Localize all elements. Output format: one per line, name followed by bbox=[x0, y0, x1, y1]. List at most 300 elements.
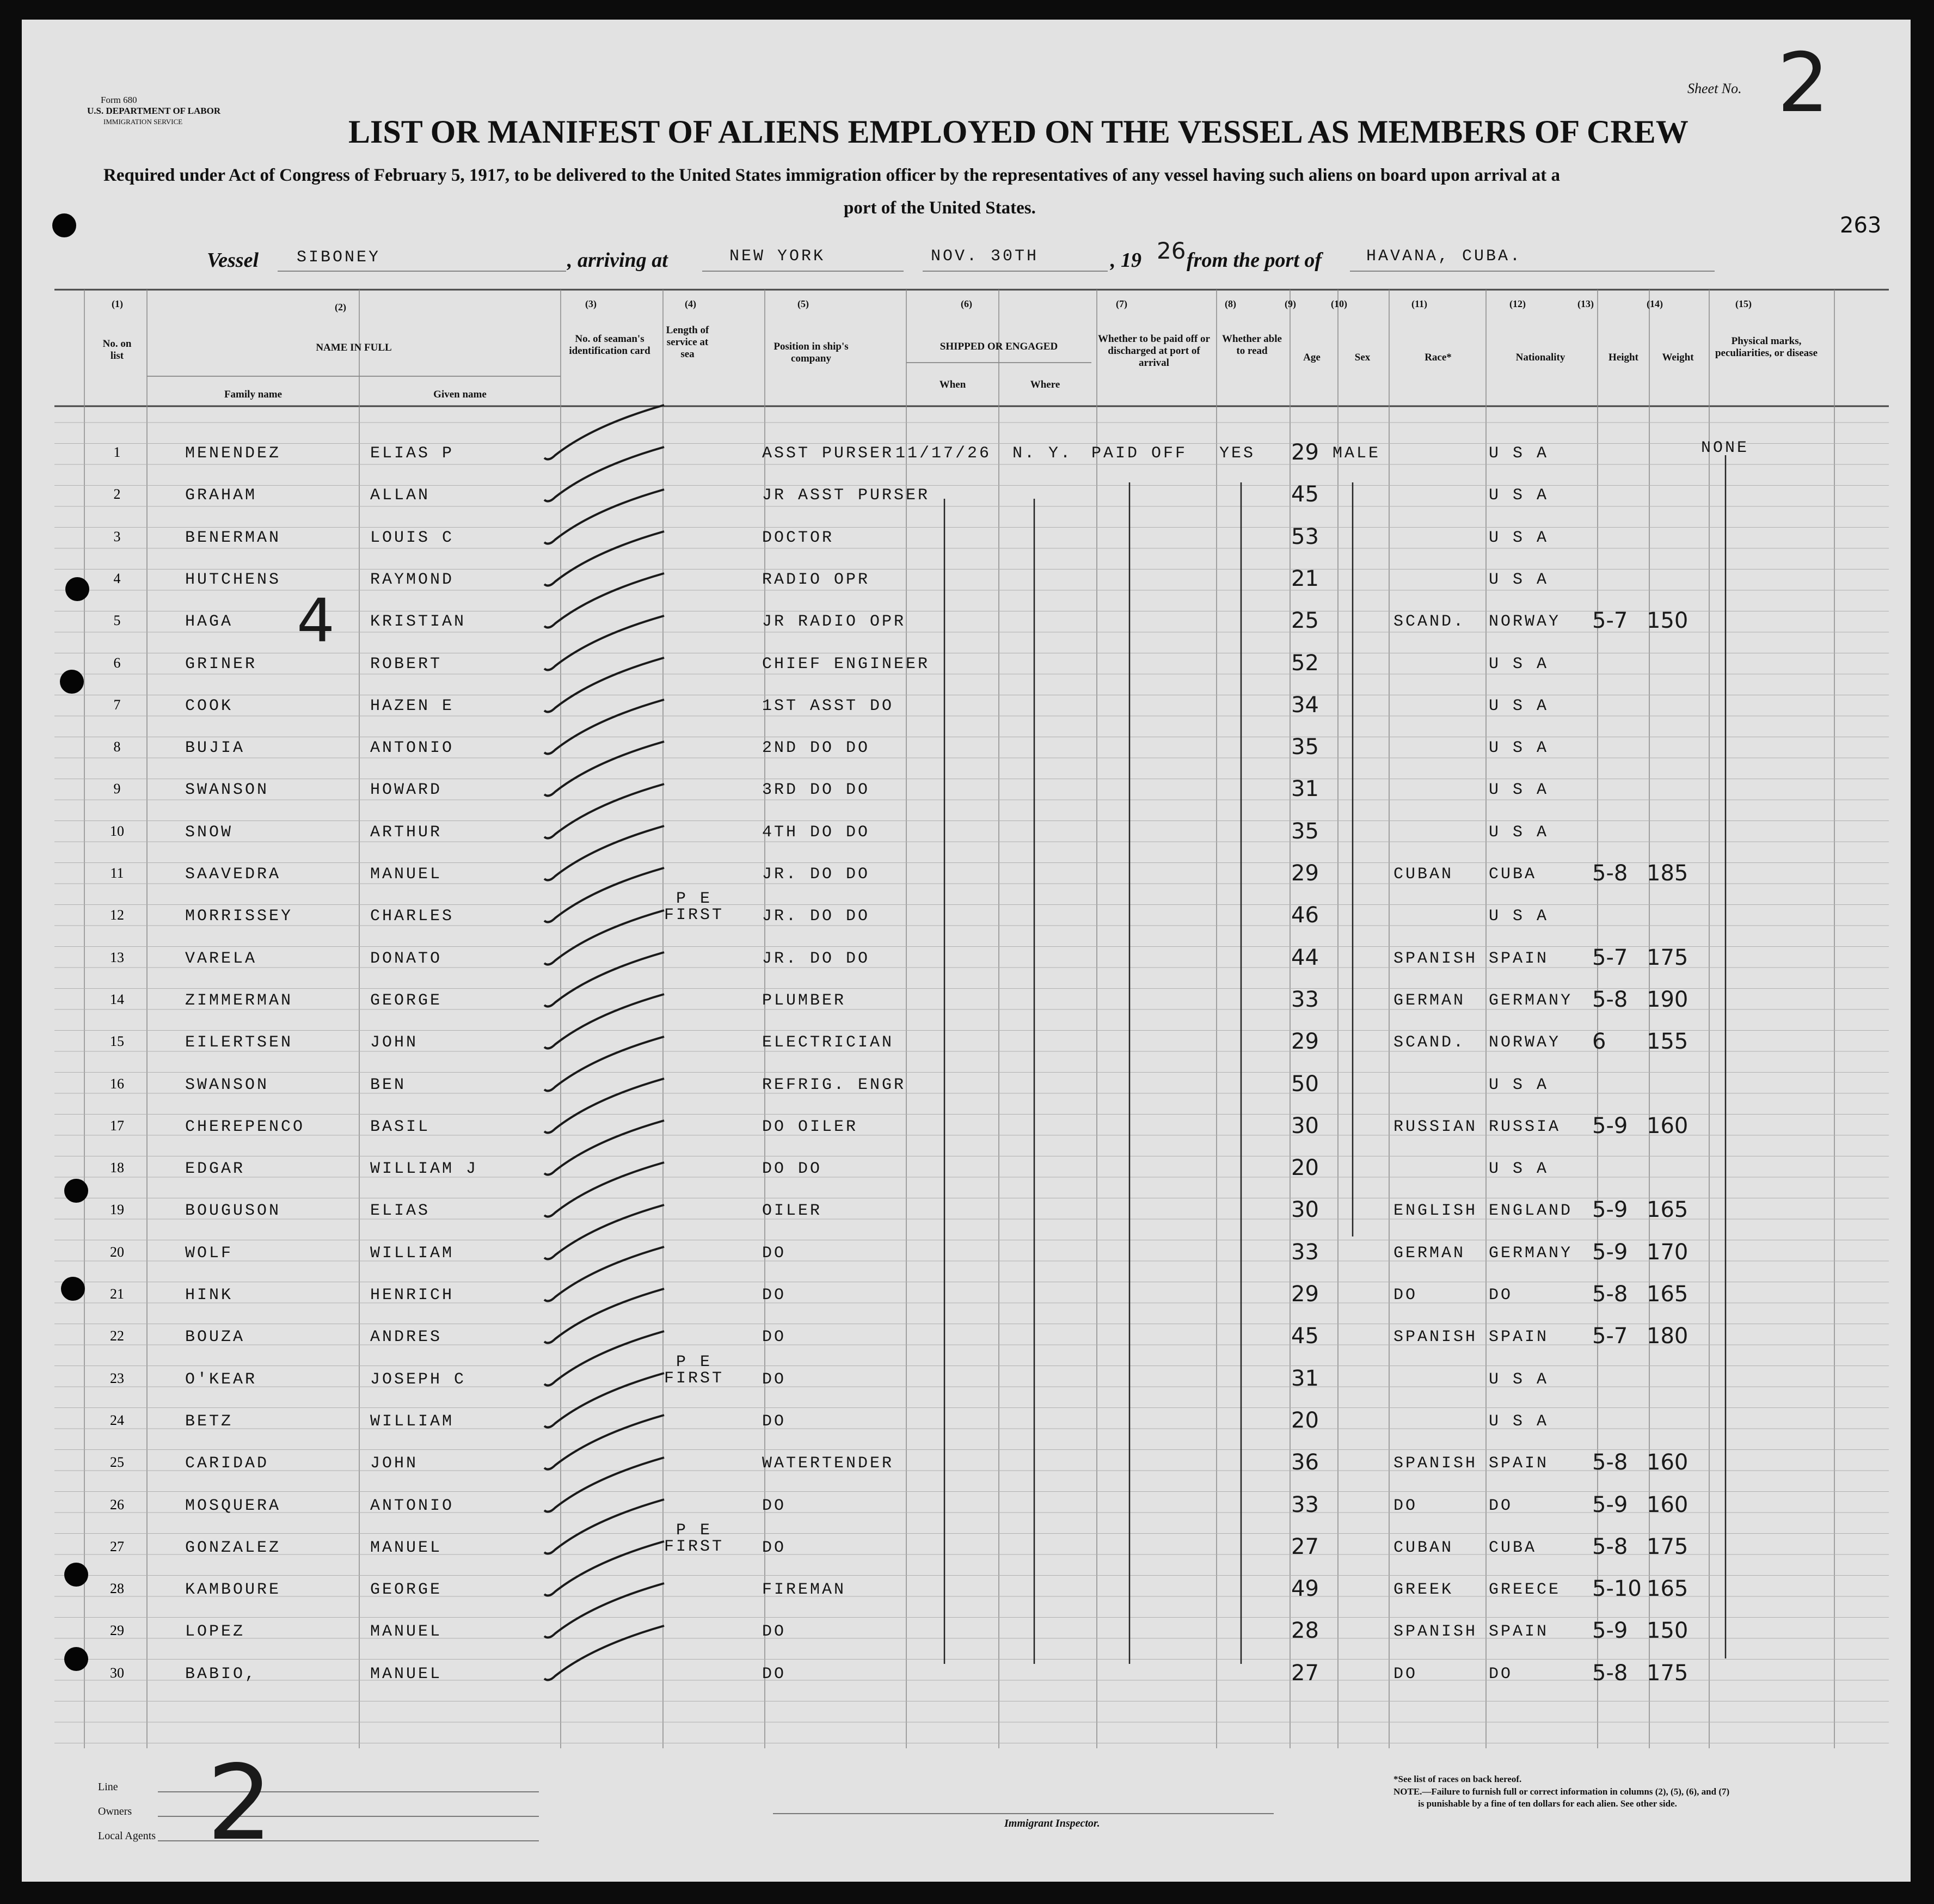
race: SPANISH bbox=[1393, 1623, 1478, 1642]
weight: 175 bbox=[1647, 1660, 1689, 1686]
race: DO bbox=[1393, 1286, 1418, 1305]
row-number: 26 bbox=[110, 1496, 124, 1513]
col-number-2: (2) bbox=[335, 302, 346, 313]
race: SCAND. bbox=[1393, 1033, 1466, 1052]
family-name: EDGAR bbox=[185, 1160, 245, 1179]
age: 52 bbox=[1291, 650, 1319, 676]
given-name: HAZEN E bbox=[370, 696, 455, 715]
nationality: NORWAY bbox=[1489, 613, 1561, 632]
nationality: U S A bbox=[1489, 696, 1549, 715]
row-number: 28 bbox=[110, 1581, 124, 1597]
age: 31 bbox=[1291, 1366, 1319, 1391]
given-name: HENRICH bbox=[370, 1286, 455, 1305]
nationality: U S A bbox=[1489, 739, 1549, 758]
nationality: DO bbox=[1489, 1664, 1513, 1683]
col-number-12: (12) bbox=[1509, 298, 1526, 309]
age: 46 bbox=[1291, 903, 1319, 928]
nationality: SPAIN bbox=[1489, 1623, 1549, 1642]
row-number: 17 bbox=[110, 1117, 124, 1134]
nationality: U S A bbox=[1489, 570, 1549, 589]
row-number: 19 bbox=[110, 1202, 124, 1218]
year-suffix: 26 bbox=[1157, 237, 1186, 264]
race: ENGLISH bbox=[1393, 1202, 1478, 1221]
footer-owners-label: Owners bbox=[98, 1805, 132, 1817]
height: 5-9 bbox=[1592, 1492, 1628, 1517]
given-name: KRISTIAN bbox=[370, 613, 466, 632]
age: 20 bbox=[1291, 1407, 1319, 1433]
position-in-company: ASST PURSER bbox=[762, 444, 894, 463]
age: 20 bbox=[1291, 1155, 1319, 1181]
family-name: SAAVEDRA bbox=[185, 865, 281, 884]
position-in-company: DO bbox=[762, 1496, 787, 1515]
position-in-company: 2ND DO DO bbox=[762, 739, 870, 758]
family-name: HUTCHENS bbox=[185, 570, 281, 589]
position-in-company: OILER bbox=[762, 1202, 822, 1221]
row-number: 24 bbox=[110, 1412, 124, 1428]
age: 33 bbox=[1291, 1492, 1319, 1517]
col-number-13: (13) bbox=[1577, 298, 1594, 309]
length-of-service: P E FIRST bbox=[664, 1352, 724, 1388]
family-name: BENERMAN bbox=[185, 528, 281, 547]
given-name: MANUEL bbox=[370, 1623, 443, 1642]
age: 33 bbox=[1291, 1239, 1319, 1265]
col-number-14: (14) bbox=[1647, 298, 1663, 309]
sheet-label: Sheet No. bbox=[1687, 81, 1742, 96]
nationality: U S A bbox=[1489, 444, 1549, 463]
position-in-company: DO bbox=[762, 1370, 787, 1389]
position-in-company: REFRIG. ENGR bbox=[762, 1075, 906, 1094]
family-name: MORRISSEY bbox=[185, 907, 293, 926]
height: 6 bbox=[1592, 1029, 1606, 1055]
family-name: GONZALEZ bbox=[185, 1538, 281, 1557]
position-in-company: DO bbox=[762, 1244, 787, 1263]
nationality: RUSSIA bbox=[1489, 1117, 1561, 1136]
family-name: MENENDEZ bbox=[185, 444, 281, 463]
header-position: Position in ship's company bbox=[773, 341, 849, 364]
height: 5-8 bbox=[1592, 1282, 1628, 1307]
row-number: 11 bbox=[110, 865, 124, 881]
row-number: 7 bbox=[113, 696, 121, 713]
position-in-company: DO OILER bbox=[762, 1117, 858, 1136]
header-name-in-full: NAME IN FULL bbox=[316, 342, 392, 353]
nationality: U S A bbox=[1489, 1412, 1549, 1431]
subtitle-line-1: Required under Act of Congress of February 5, 1917, to be delivered to the United States immigration officer by the representatives of any vessel having such aliens on board upon arrival at a bbox=[103, 166, 1560, 185]
nationality: GREECE bbox=[1489, 1581, 1561, 1600]
col-number-4: (4) bbox=[685, 298, 696, 309]
given-name: JOSEPH C bbox=[370, 1370, 466, 1389]
department: U.S. DEPARTMENT OF LABOR bbox=[87, 106, 221, 116]
age: 36 bbox=[1291, 1450, 1319, 1476]
row-number: 16 bbox=[110, 1075, 124, 1092]
given-name: CHARLES bbox=[370, 907, 455, 926]
given-name: ARTHUR bbox=[370, 823, 443, 842]
family-name: SWANSON bbox=[185, 1075, 269, 1094]
age: 27 bbox=[1291, 1660, 1319, 1686]
given-name: HOWARD bbox=[370, 781, 443, 800]
weight: 165 bbox=[1647, 1576, 1689, 1602]
height: 5-9 bbox=[1592, 1618, 1628, 1644]
nationality: U S A bbox=[1489, 907, 1549, 926]
weight: 190 bbox=[1647, 987, 1689, 1012]
nationality: SPAIN bbox=[1489, 949, 1549, 968]
given-name: ELIAS bbox=[370, 1202, 431, 1221]
col-number-8: (8) bbox=[1225, 298, 1236, 309]
nationality: U S A bbox=[1489, 528, 1549, 547]
height: 5-8 bbox=[1592, 861, 1628, 886]
col-number-5: (5) bbox=[797, 298, 809, 309]
family-name: CARIDAD bbox=[185, 1454, 269, 1473]
weight: 150 bbox=[1647, 1618, 1689, 1644]
position-in-company: DO bbox=[762, 1412, 787, 1431]
row-number: 12 bbox=[110, 907, 124, 923]
age: 35 bbox=[1291, 734, 1319, 760]
weight: 175 bbox=[1647, 945, 1689, 970]
row-number: 4 bbox=[113, 570, 121, 586]
family-name: ZIMMERMAN bbox=[185, 991, 293, 1010]
position-in-company: DO bbox=[762, 1623, 787, 1642]
weight: 180 bbox=[1647, 1324, 1689, 1349]
weight: 150 bbox=[1647, 608, 1689, 634]
col-number-10: (10) bbox=[1331, 298, 1347, 309]
given-name: RAYMOND bbox=[370, 570, 455, 589]
given-name: ALLAN bbox=[370, 486, 431, 505]
nationality: SPAIN bbox=[1489, 1328, 1549, 1347]
header-length-service: Length of service at sea bbox=[666, 325, 709, 360]
row-number: 1 bbox=[113, 444, 121, 460]
header-age: Age bbox=[1303, 352, 1321, 363]
arrival-date: NOV. 30TH bbox=[931, 247, 1039, 266]
row-number: 3 bbox=[113, 528, 121, 544]
check-mark-icon bbox=[533, 1621, 675, 1687]
position-in-company: DO bbox=[762, 1286, 787, 1305]
col-number-15: (15) bbox=[1735, 298, 1752, 309]
inspector-label: Immigrant Inspector. bbox=[1004, 1817, 1100, 1829]
age: 30 bbox=[1291, 1197, 1319, 1223]
family-name: BETZ bbox=[185, 1412, 234, 1431]
family-name: VARELA bbox=[185, 949, 257, 968]
nationality: U S A bbox=[1489, 486, 1549, 505]
row-number: 21 bbox=[110, 1286, 124, 1302]
note-penalty-2: is punishable by a fine of ten dollars for each alien. See other side. bbox=[1418, 1798, 1677, 1809]
form-number: Form 680 bbox=[101, 95, 137, 105]
position-in-company: 1ST ASST DO bbox=[762, 696, 894, 715]
given-name: ANDRES bbox=[370, 1328, 443, 1347]
position-in-company: JR RADIO OPR bbox=[762, 613, 906, 632]
given-name: WILLIAM J bbox=[370, 1160, 478, 1179]
age: 31 bbox=[1291, 776, 1319, 802]
family-name: BOUGUSON bbox=[185, 1202, 281, 1221]
race: RUSSIAN bbox=[1393, 1117, 1478, 1136]
nationality: U S A bbox=[1489, 823, 1549, 842]
header-weight: Weight bbox=[1662, 352, 1694, 363]
race: GERMAN bbox=[1393, 991, 1466, 1010]
row-number: 18 bbox=[110, 1160, 124, 1176]
family-name: HINK bbox=[185, 1286, 234, 1305]
weight: 155 bbox=[1647, 1029, 1689, 1055]
height: 5-8 bbox=[1592, 1534, 1628, 1559]
weight: 160 bbox=[1647, 1492, 1689, 1517]
stamp-number: 263 bbox=[1840, 213, 1882, 238]
family-name: BUJIA bbox=[185, 739, 245, 758]
race: CUBAN bbox=[1393, 1538, 1454, 1557]
handwritten-four: 4 bbox=[297, 586, 335, 656]
shipped-when: 11/17/26 bbox=[895, 444, 992, 463]
position-in-company: DOCTOR bbox=[762, 528, 834, 547]
nationality: CUBA bbox=[1489, 865, 1537, 884]
family-name: GRINER bbox=[185, 654, 257, 674]
height: 5-7 bbox=[1592, 945, 1628, 970]
departure-port: HAVANA, CUBA. bbox=[1366, 247, 1522, 266]
header-family-name: Family name bbox=[224, 389, 283, 400]
position-in-company: DO bbox=[762, 1538, 787, 1557]
nationality: U S A bbox=[1489, 1370, 1549, 1389]
arriving-label: , arriving at bbox=[567, 249, 668, 272]
row-number: 25 bbox=[110, 1454, 124, 1471]
family-name: BABIO, bbox=[185, 1664, 257, 1683]
position-in-company: DO bbox=[762, 1328, 787, 1347]
from-label: from the port of bbox=[1187, 249, 1322, 272]
given-name: ELIAS P bbox=[370, 444, 455, 463]
row-number: 23 bbox=[110, 1370, 124, 1386]
header-able-read: Whether able to read bbox=[1222, 333, 1282, 357]
given-name: WILLIAM bbox=[370, 1244, 455, 1263]
position-in-company: 3RD DO DO bbox=[762, 781, 870, 800]
age: 45 bbox=[1291, 482, 1319, 507]
position-in-company: WATERTENDER bbox=[762, 1454, 894, 1473]
row-number: 22 bbox=[110, 1328, 124, 1344]
height: 5-8 bbox=[1592, 1660, 1628, 1686]
position-in-company: PLUMBER bbox=[762, 991, 846, 1010]
sex: MALE bbox=[1333, 444, 1381, 463]
height: 5-8 bbox=[1592, 987, 1628, 1012]
punch-hole bbox=[64, 1563, 88, 1587]
arrival-port: NEW YORK bbox=[729, 247, 826, 266]
col-number-9: (9) bbox=[1285, 298, 1296, 309]
vessel-label: Vessel bbox=[207, 249, 259, 272]
length-of-service: P E FIRST bbox=[664, 890, 724, 925]
family-name: WOLF bbox=[185, 1244, 234, 1263]
age: 53 bbox=[1291, 524, 1319, 549]
nationality: GERMANY bbox=[1489, 991, 1573, 1010]
position-in-company: RADIO OPR bbox=[762, 570, 870, 589]
age: 29 bbox=[1291, 1282, 1319, 1307]
age: 30 bbox=[1291, 1113, 1319, 1138]
family-name: O'KEAR bbox=[185, 1370, 257, 1389]
row-number: 30 bbox=[110, 1664, 124, 1681]
given-name: DONATO bbox=[370, 949, 443, 968]
position-in-company: DO DO bbox=[762, 1160, 822, 1179]
shipped-where: N. Y. bbox=[1012, 444, 1073, 463]
position-in-company: DO bbox=[762, 1664, 787, 1683]
height: 5-8 bbox=[1592, 1450, 1628, 1476]
race: SPANISH bbox=[1393, 1454, 1478, 1473]
col-number-11: (11) bbox=[1411, 298, 1427, 309]
age: 49 bbox=[1291, 1576, 1319, 1602]
given-name: LOUIS C bbox=[370, 528, 455, 547]
year-prefix: , 19 bbox=[1110, 249, 1141, 272]
header-no-on-list: No. on list bbox=[102, 338, 132, 362]
position-in-company: JR ASST PURSER bbox=[762, 486, 930, 505]
header-id-card: No. of seaman's identification card bbox=[569, 333, 650, 357]
punch-hole bbox=[64, 1179, 88, 1203]
family-name: SNOW bbox=[185, 823, 234, 842]
given-name: ANTONIO bbox=[370, 739, 455, 758]
punch-hole bbox=[52, 213, 76, 237]
header-paid-off: Whether to be paid off or discharged at port of arrival bbox=[1098, 333, 1210, 369]
nationality: DO bbox=[1489, 1286, 1513, 1305]
family-name: GRAHAM bbox=[185, 486, 257, 505]
height: 5-7 bbox=[1592, 1324, 1628, 1349]
position-in-company: ELECTRICIAN bbox=[762, 1033, 894, 1052]
note-penalty-1: NOTE.—Failure to furnish full or correct information in columns (2), (5), (6), and (7) bbox=[1393, 1786, 1730, 1797]
family-name: SWANSON bbox=[185, 781, 269, 800]
age: 25 bbox=[1291, 608, 1319, 634]
position-in-company: JR. DO DO bbox=[762, 949, 870, 968]
length-of-service: P E FIRST bbox=[664, 1521, 724, 1556]
row-number: 5 bbox=[113, 613, 121, 629]
header-given-name: Given name bbox=[433, 389, 487, 400]
able-to-read: YES bbox=[1219, 444, 1256, 463]
weight: 160 bbox=[1647, 1113, 1689, 1138]
manifest-sheet bbox=[22, 20, 1911, 1882]
age: 44 bbox=[1291, 945, 1319, 970]
row-number: 27 bbox=[110, 1538, 124, 1554]
header-when: When bbox=[939, 379, 966, 390]
position-in-company: FIREMAN bbox=[762, 1581, 846, 1600]
family-name: BOUZA bbox=[185, 1328, 245, 1347]
nationality: CUBA bbox=[1489, 1538, 1537, 1557]
family-name: KAMBOURE bbox=[185, 1581, 281, 1600]
nationality: ENGLAND bbox=[1489, 1202, 1573, 1221]
position-in-company: 4TH DO DO bbox=[762, 823, 870, 842]
height: 5-10 bbox=[1592, 1576, 1642, 1602]
header-nationality: Nationality bbox=[1515, 352, 1565, 363]
given-name: BEN bbox=[370, 1075, 407, 1094]
age: 29 bbox=[1291, 861, 1319, 886]
vessel-name: SIBONEY bbox=[297, 248, 381, 267]
given-name: GEORGE bbox=[370, 991, 443, 1010]
punch-hole bbox=[65, 577, 89, 601]
punch-hole bbox=[61, 1277, 85, 1301]
nationality: U S A bbox=[1489, 654, 1549, 674]
row-number: 2 bbox=[113, 486, 121, 503]
height: 5-9 bbox=[1592, 1113, 1628, 1138]
family-name: HAGA bbox=[185, 613, 234, 632]
family-name: COOK bbox=[185, 696, 234, 715]
nationality: SPAIN bbox=[1489, 1454, 1549, 1473]
age: 45 bbox=[1291, 1324, 1319, 1349]
age: 29 bbox=[1291, 1029, 1319, 1055]
weight: 160 bbox=[1647, 1450, 1689, 1476]
position-in-company: JR. DO DO bbox=[762, 865, 870, 884]
footer-agents-label: Local Agents bbox=[98, 1830, 156, 1842]
col-number-1: (1) bbox=[112, 298, 123, 309]
age: 27 bbox=[1291, 1534, 1319, 1559]
height: 5-7 bbox=[1592, 608, 1628, 634]
row-number: 13 bbox=[110, 949, 124, 965]
family-name: CHEREPENCO bbox=[185, 1117, 305, 1136]
position-in-company: JR. DO DO bbox=[762, 907, 870, 926]
footer-handwritten-number: 2 bbox=[207, 1743, 273, 1863]
sheet-number: 2 bbox=[1777, 36, 1829, 131]
given-name: GEORGE bbox=[370, 1581, 443, 1600]
given-name: JOHN bbox=[370, 1033, 419, 1052]
header-physical-marks: Physical marks, peculiarities, or disease bbox=[1715, 335, 1818, 359]
nationality: U S A bbox=[1489, 1075, 1549, 1094]
family-name: EILERTSEN bbox=[185, 1033, 293, 1052]
given-name: WILLIAM bbox=[370, 1412, 455, 1431]
nationality: DO bbox=[1489, 1496, 1513, 1515]
age: 28 bbox=[1291, 1618, 1319, 1644]
row-number: 15 bbox=[110, 1033, 124, 1050]
age: 35 bbox=[1291, 818, 1319, 844]
given-name: ROBERT bbox=[370, 654, 443, 674]
header-race: Race* bbox=[1425, 352, 1452, 363]
given-name: MANUEL bbox=[370, 865, 443, 884]
row-number: 8 bbox=[113, 739, 121, 755]
age: 29 bbox=[1291, 440, 1319, 465]
nationality: U S A bbox=[1489, 781, 1549, 800]
race: CUBAN bbox=[1393, 865, 1454, 884]
age: 50 bbox=[1291, 1071, 1319, 1097]
race: DO bbox=[1393, 1496, 1418, 1515]
header-height: Height bbox=[1608, 352, 1638, 363]
given-name: MANUEL bbox=[370, 1664, 443, 1683]
weight: 165 bbox=[1647, 1282, 1689, 1307]
race: GERMAN bbox=[1393, 1244, 1466, 1263]
service: IMMIGRATION SERVICE bbox=[103, 118, 183, 126]
punch-hole bbox=[60, 670, 84, 694]
header-where: Where bbox=[1030, 379, 1060, 390]
paid-off: PAID OFF bbox=[1091, 444, 1188, 463]
age: 33 bbox=[1291, 987, 1319, 1012]
given-name: BASIL bbox=[370, 1117, 431, 1136]
weight: 175 bbox=[1647, 1534, 1689, 1559]
page-title: LIST OR MANIFEST OF ALIENS EMPLOYED ON THE VESSEL AS MEMBERS OF CREW bbox=[348, 114, 1689, 150]
nationality: NORWAY bbox=[1489, 1033, 1561, 1052]
col-number-6: (6) bbox=[961, 298, 972, 309]
subtitle-line-2: port of the United States. bbox=[844, 198, 1036, 218]
position-in-company: CHIEF ENGINEER bbox=[762, 654, 930, 674]
note-races: *See list of races on back hereof. bbox=[1393, 1774, 1522, 1784]
nationality: U S A bbox=[1489, 1160, 1549, 1179]
race: DO bbox=[1393, 1664, 1418, 1683]
physical-marks: NONE bbox=[1701, 439, 1749, 457]
nationality: GERMANY bbox=[1489, 1244, 1573, 1263]
given-name: MANUEL bbox=[370, 1538, 443, 1557]
row-number: 10 bbox=[110, 823, 124, 839]
row-number: 9 bbox=[113, 781, 121, 797]
row-number: 20 bbox=[110, 1244, 124, 1260]
given-name: JOHN bbox=[370, 1454, 419, 1473]
col-number-7: (7) bbox=[1116, 298, 1127, 309]
age: 34 bbox=[1291, 692, 1319, 718]
weight: 170 bbox=[1647, 1239, 1689, 1265]
family-name: MOSQUERA bbox=[185, 1496, 281, 1515]
given-name: ANTONIO bbox=[370, 1496, 455, 1515]
row-number: 29 bbox=[110, 1623, 124, 1639]
footer-line-label: Line bbox=[98, 1781, 118, 1793]
height: 5-9 bbox=[1592, 1239, 1628, 1265]
punch-hole bbox=[64, 1647, 88, 1671]
family-name: LOPEZ bbox=[185, 1623, 245, 1642]
race: SPANISH bbox=[1393, 949, 1478, 968]
race: GREEK bbox=[1393, 1581, 1454, 1600]
race: SCAND. bbox=[1393, 613, 1466, 632]
height: 5-9 bbox=[1592, 1197, 1628, 1223]
age: 21 bbox=[1291, 566, 1319, 591]
header-shipped: SHIPPED OR ENGAGED bbox=[940, 341, 1058, 352]
